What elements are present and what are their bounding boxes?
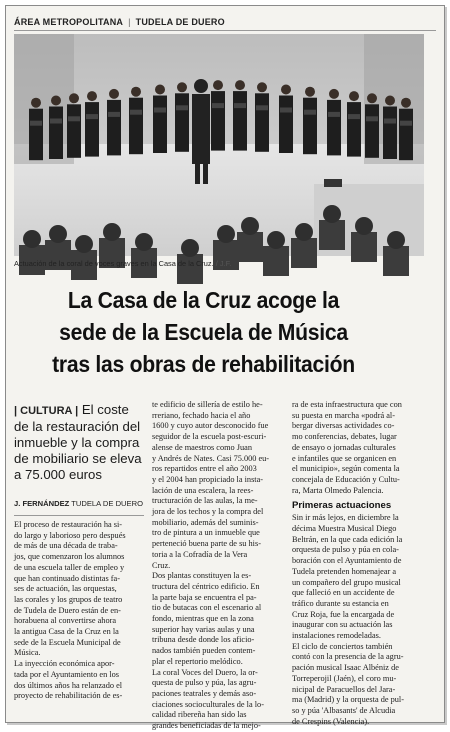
body-text-line: su puesta en marcha «podrá al- [292, 410, 395, 420]
body-text-line: ses de actuación, las orquestas, [14, 584, 117, 594]
body-text-line: tro de pintura a un inmueble que [152, 528, 260, 538]
body-text-line: proyecto de rehabilitación de es- [14, 691, 123, 701]
choir-photo-illustration [14, 34, 424, 256]
body-text-line: Cruz. [152, 560, 171, 570]
body-text-line: seguidor de la escuela post-escuri- [152, 432, 267, 442]
body-text-line: mobiliario, además del suminis- [152, 517, 259, 527]
body-text-line: plar el repertorio melódico. [152, 656, 243, 666]
body-column-3-bottom [292, 513, 427, 727]
body-text-line: tio de butacas con el escenario al [152, 603, 262, 613]
headline-line-3: tras las obras de rehabilitación [52, 351, 355, 377]
body-text-line: tráfico durante su estancia en [292, 598, 389, 608]
body-text-line: do largo y laborioso pero después [14, 530, 126, 540]
body-text-line: jos, que comenzaron los alumnos [14, 552, 125, 562]
section-label: ÁREA METROPOLITANA [14, 17, 124, 27]
body-text-line: décima Muestra Musical Diego [292, 524, 397, 534]
body-text-line: El ciclo de conciertos también [292, 641, 393, 651]
body-text-line: toria a la Cofradía de la Vera [152, 549, 248, 559]
body-text-line: lación de una escalera, la rees- [152, 485, 254, 495]
section-separator: | [128, 17, 131, 27]
body-text-line: grandes beneficiadas de la mejo- [152, 721, 261, 731]
body-text-line: un compañero del grupo musical [292, 577, 401, 587]
body-text-line: tructura del céntrico edificio. En [152, 581, 260, 591]
subheadline [14, 402, 144, 483]
byline [14, 499, 144, 516]
body-column-3-top [292, 400, 427, 496]
headline-line-1: La Casa de la Cruz acoge la [67, 287, 340, 313]
body-text-line: tructuración de las aulas, la me- [152, 496, 258, 506]
body-text-line: boración con el Ayuntamiento de [292, 556, 402, 566]
headline-line-2: sede de la Escuela de Música [59, 319, 348, 345]
body-text-line: ma (Madrid) y la orquesta de pul- [292, 695, 404, 705]
body-text-line: El proceso de restauración ha si- [14, 520, 123, 529]
section-tag: | CULTURA | [14, 405, 79, 417]
body-text-line: el municipio», según comenta la [292, 464, 400, 474]
body-text-line: perteneció buena parte de su his- [152, 539, 261, 549]
body-text-line: inaugurar con su actuación las [292, 620, 393, 630]
section-header [14, 14, 436, 31]
body-text-line: de una escuela taller de empleo y [14, 562, 125, 572]
body-text-line: de Crespins (Valencia). [292, 716, 370, 726]
body-text-line: questa de pulso y púa, las agru- [152, 678, 257, 688]
body-text-line: instalaciones remodeladas. [292, 631, 381, 641]
body-text-line: tada por el Ayuntamiento en los [14, 669, 119, 679]
body-text-line: ros repartidos entre el año 2003 [152, 464, 257, 474]
body-text-line: calidad ribereña han sido las [152, 710, 247, 720]
body-text-line: Tudela pretenden homenajear a [292, 566, 397, 576]
body-text-line: ra, Marta Olmedo Palencia. [292, 485, 384, 495]
body-text-line: que han continuado distintas fa- [14, 573, 120, 583]
body-text-line: la antigua Casa de la Cruz en la [14, 627, 119, 637]
body-text-line: nados también pueden contem- [152, 646, 256, 656]
body-text-line: rreriano, fechado hacia el año [152, 410, 251, 420]
body-text-line: Sin ir más lejos, en diciembre la [292, 513, 399, 523]
body-text-line: de Tudela de Duero están de en- [14, 605, 121, 615]
body-text-line: Torreperojil (Jaén), el coro mu- [292, 673, 397, 683]
photo-credit: / J.F. [215, 259, 232, 268]
body-text-line: Beltrán, en la que cada edición la [292, 534, 403, 544]
byline-place: TUDELA DE DUERO [71, 499, 143, 508]
body-text-line: pación musical Isaac Albéniz de [292, 663, 399, 673]
body-text-line: de más de una década de traba- [14, 541, 118, 551]
body-text-line: ra de esta infraestructura que con [292, 400, 402, 409]
subheadline-text: El coste de la restauración del inmueble y la compra de mobiliario se eleva a 75.000 euros [14, 402, 142, 482]
body-text-line: e infantiles que se organicen en [292, 453, 397, 463]
body-text-line: concejala de Educación y Cultu- [292, 474, 400, 484]
body-text-line: La inyección económica apor- [14, 659, 115, 669]
body-column-1 [14, 520, 147, 720]
body-text-line: y Andrés de Nates. Casi 75.000 eu- [152, 453, 270, 463]
body-text-line: paciones teatrales y demás aso- [152, 688, 257, 698]
body-text-line: so y púa 'Albasants' de Alcudia [292, 705, 396, 715]
choir-photo [14, 34, 424, 256]
body-text-line: 1600 y cuyo autor desconocido fue [152, 421, 269, 431]
body-column-3 [292, 400, 427, 726]
body-text-line: nicipal de Paracuellos del Jara- [292, 684, 396, 694]
body-text-line: mo conferencias, debates, lugar [292, 432, 397, 442]
section-subhead: Primeras actuaciones [292, 500, 392, 512]
body-column-2 [152, 400, 286, 731]
body-text-line: las corales y los grupos de teatro [14, 594, 123, 604]
body-text-line: La coral Voces del Duero, la or- [152, 667, 258, 677]
body-text-line: dos últimos años ha relanzado el [14, 680, 123, 690]
body-text-line: bergar diversas actividades co- [292, 421, 395, 431]
body-text-line: orquesta de pulso y púa en cola- [292, 545, 399, 555]
body-text-line: la parte baja se encuentra el pa- [152, 592, 257, 602]
body-text-line: Música. [14, 648, 41, 658]
body-text-line: tribuna desde donde los aficio- [152, 635, 255, 645]
body-text-line: te edificio de sillería de estilo he- [152, 400, 263, 409]
body-text-line: y el 2004 han propiciado la insta- [152, 474, 264, 484]
body-text-line: horabuena al convertirse ahora [14, 616, 117, 626]
body-text-line: que falleció en un accidente de [292, 588, 395, 598]
byline-author: J. FERNÁNDEZ [14, 499, 70, 508]
body-text-line: superior hay varias aulas y una [152, 624, 255, 634]
body-text-line: contó con la presencia de la agru- [292, 652, 404, 662]
body-text-line: fondo, mientras que en la zona [152, 614, 254, 624]
photo-caption [14, 259, 424, 271]
headline [14, 284, 393, 392]
caption-text: Actuación de la coral de voces graves en la Casa de la Cruz. [14, 259, 214, 268]
body-text-line: de ensayo o jornadas culturales [292, 442, 396, 452]
body-text-line: alense de maestros como Juan [152, 442, 252, 452]
body-text-line: Cruz Roja, fue la encargada de [292, 609, 395, 619]
section-location: TUDELA DE DUERO [135, 17, 225, 27]
body-text-line: jora de los techos y la compra del [152, 507, 264, 517]
body-text-line: sede de la Escuela Municipal de [14, 637, 121, 647]
body-text-line: ciaciones socioculturales de la lo- [152, 699, 264, 709]
body-text-line: Dos plantas constituyen la es- [152, 571, 252, 581]
